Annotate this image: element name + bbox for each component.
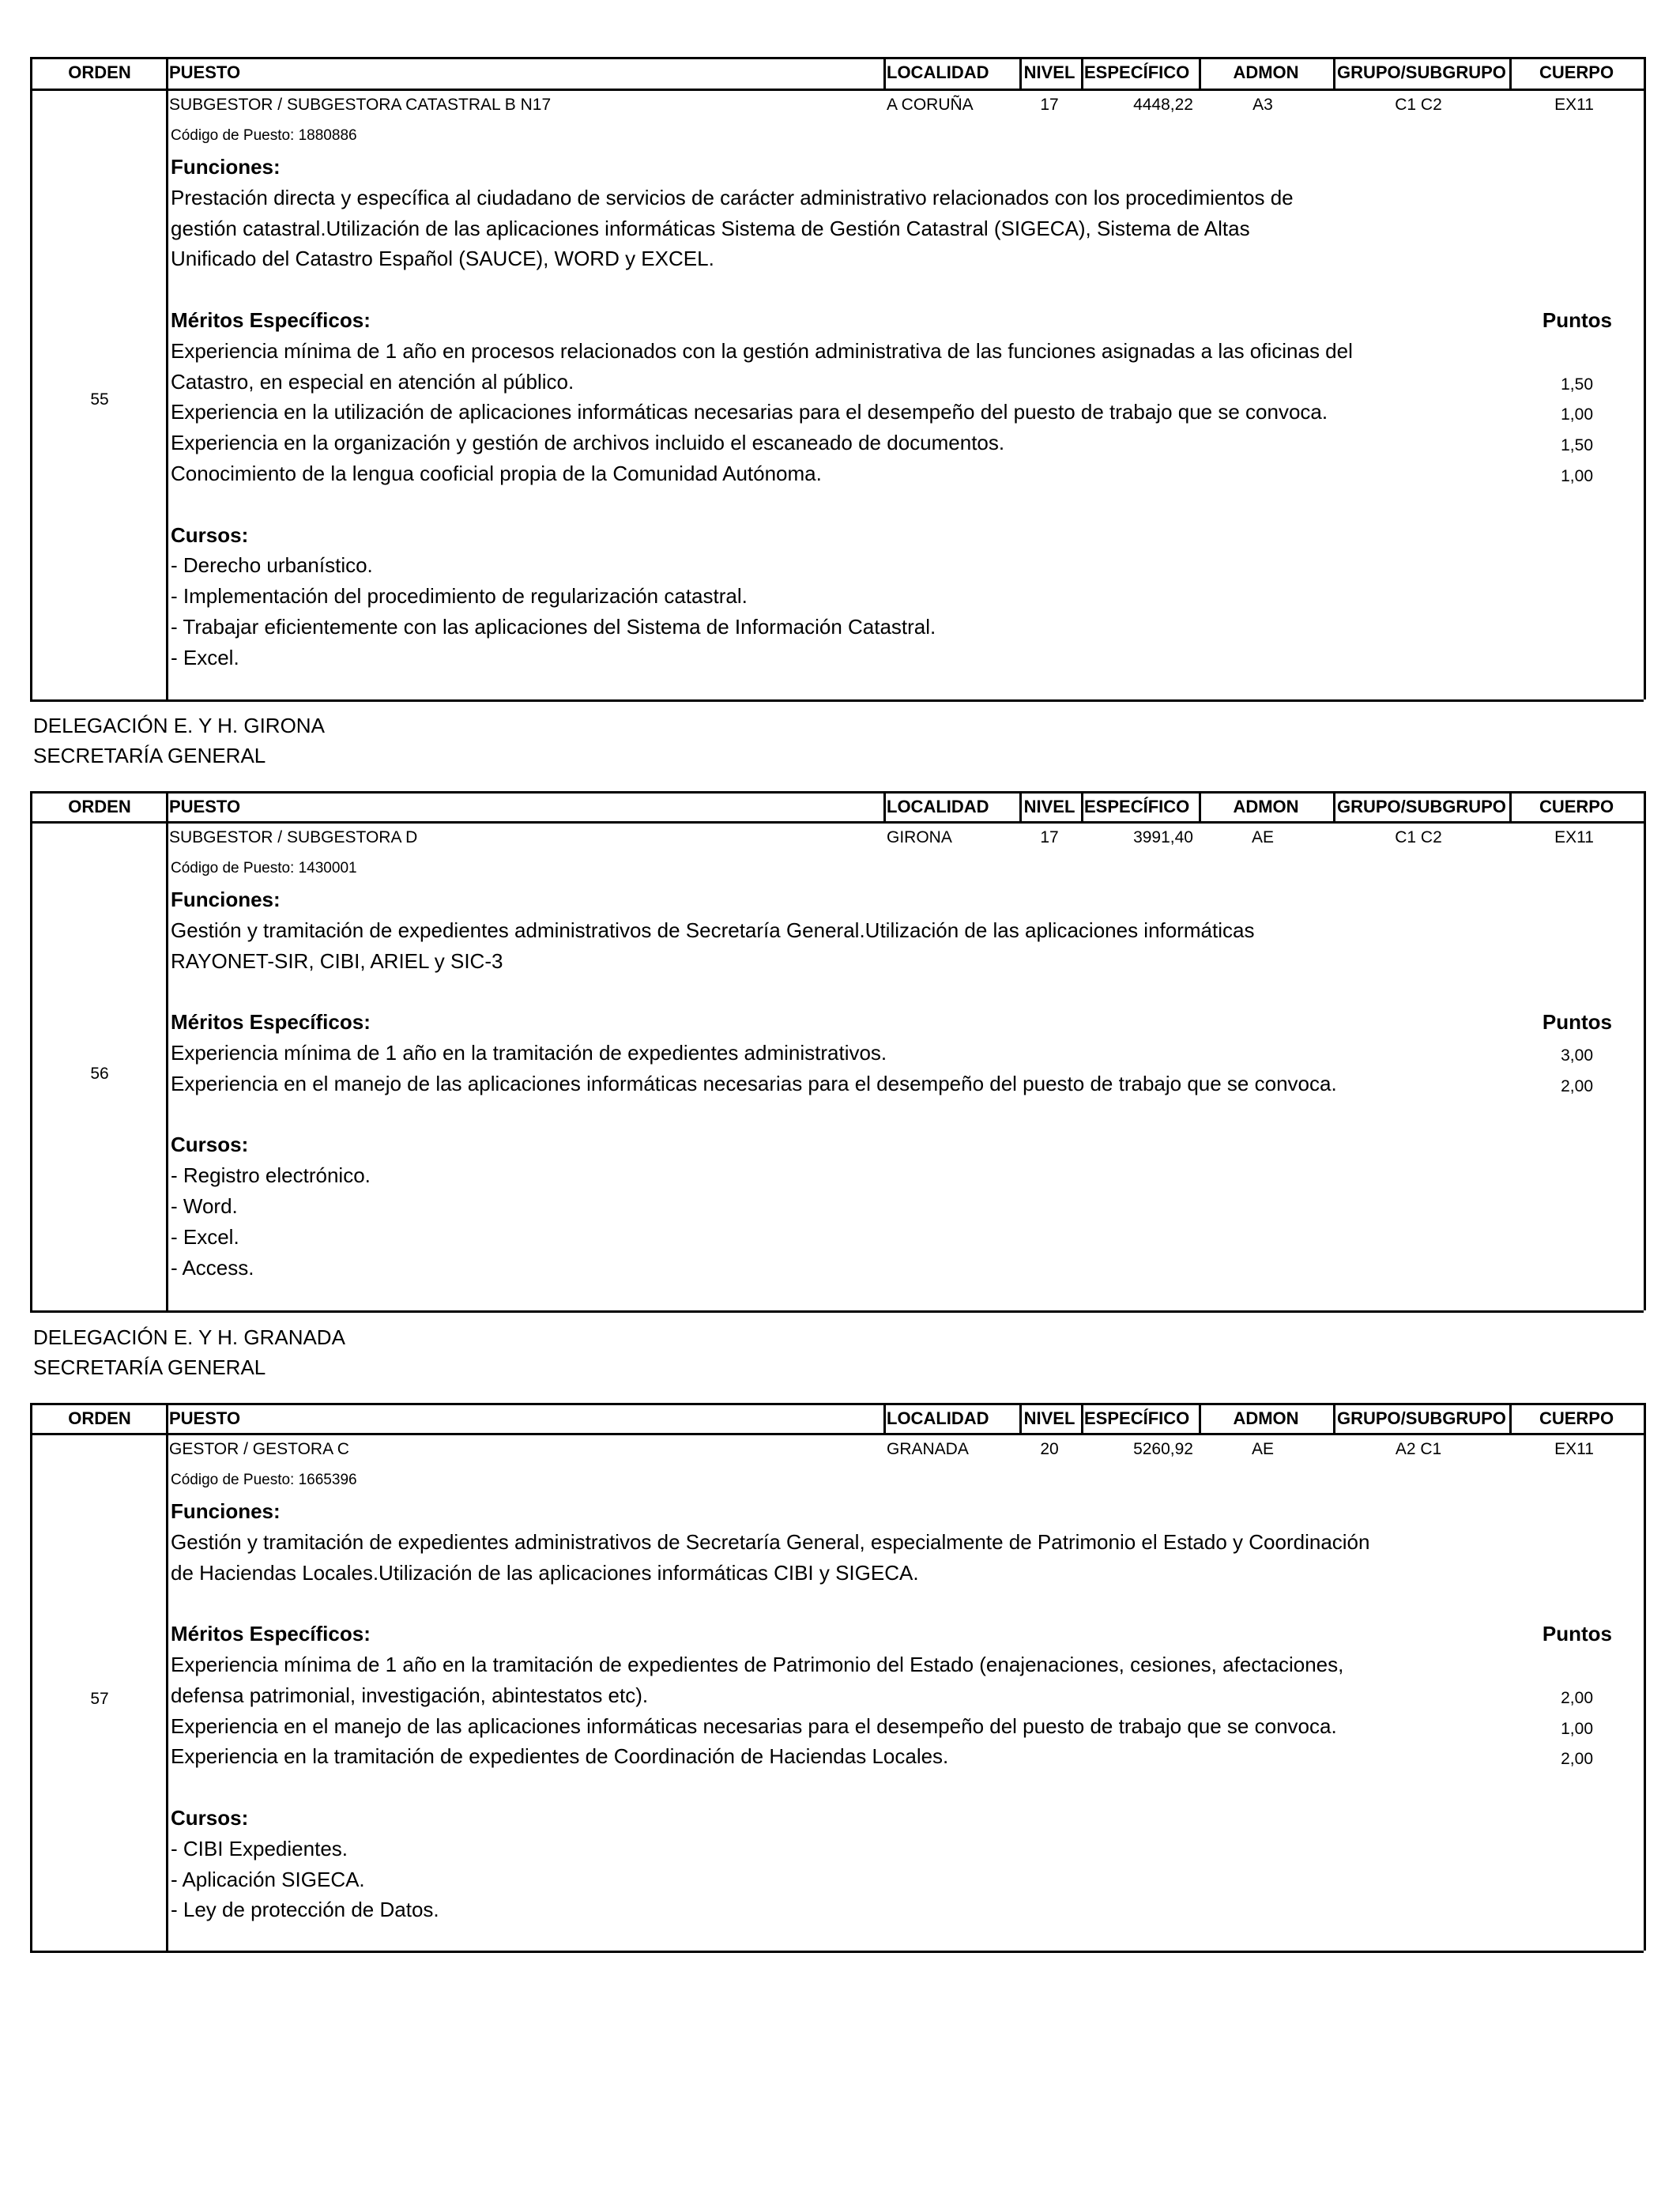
header-column-divider (166, 57, 168, 89)
puesto-value: SUBGESTOR / SUBGESTORA D (169, 828, 418, 846)
header-localidad: LOCALIDAD (887, 1408, 989, 1428)
header-cuerpo: CUERPO (1539, 62, 1614, 82)
header-bottom-border (30, 821, 1644, 824)
header-orden: ORDEN (68, 62, 131, 82)
merito-line: Experiencia en el manejo de las aplicaciones informáticas necesarias para el desempeño del puesto de trabajo que se convoca. (171, 1713, 1337, 1738)
unidad-heading: SECRETARÍA GENERAL (33, 1355, 266, 1379)
funciones-label: Funciones: (171, 888, 281, 911)
merito-line: Experiencia en el manejo de las aplicaciones informáticas necesarias para el desempeño del puesto de trabajo que se convoca. (171, 1071, 1337, 1095)
header-nivel: NIVEL (1023, 1408, 1075, 1428)
header-column-divider (30, 57, 32, 89)
codigo-puesto: Código de Puesto: 1880886 (171, 127, 357, 144)
curso-line: - Aplicación SIGECA. (171, 1867, 365, 1891)
puntos-value: 2,00 (1561, 1688, 1593, 1707)
especifico-value: 3991,40 (1133, 828, 1193, 846)
header-grupo: GRUPO/SUBGRUPO (1337, 1408, 1506, 1428)
header-especifico: ESPECÍFICO (1084, 1408, 1190, 1428)
header-admon: ADMON (1233, 797, 1299, 816)
meritos-label: Méritos Específicos: (171, 308, 371, 332)
table-top-border (30, 57, 1644, 59)
header-column-divider (1019, 1403, 1022, 1433)
header-column-divider (166, 791, 168, 821)
meritos-label: Méritos Específicos: (171, 1622, 371, 1646)
body-left-border (30, 821, 32, 1310)
puntos-label: Puntos (1542, 1010, 1612, 1035)
header-nivel: NIVEL (1023, 62, 1075, 82)
cuerpo-value: EX11 (1554, 96, 1594, 114)
curso-line: - Excel. (171, 1224, 239, 1249)
cursos-label: Cursos: (171, 1806, 249, 1830)
cuerpo-value: EX11 (1554, 1440, 1594, 1458)
body-orden-divider (166, 89, 168, 699)
merito-line: Catastro, en especial en atención al público. (171, 369, 574, 394)
header-column-divider (30, 1403, 32, 1433)
puesto-value: SUBGESTOR / SUBGESTORA CATASTRAL B N17 (169, 96, 552, 114)
meritos-label: Méritos Específicos: (171, 1010, 371, 1035)
merito-line: Experiencia mínima de 1 año en la tramitación de expedientes de Patrimonio del Estado (enajenaciones, cesiones, afectaciones, (171, 1653, 1344, 1676)
header-column-divider (883, 57, 886, 89)
especifico-value: 5260,92 (1133, 1440, 1193, 1458)
delegacion-heading: DELEGACIÓN E. Y H. GRANADA (33, 1325, 345, 1349)
merito-line: Conocimiento de la lengua cooficial propia de la Comunidad Autónoma. (171, 462, 822, 485)
header-column-divider (883, 791, 886, 821)
header-especifico: ESPECÍFICO (1084, 62, 1190, 82)
cursos-label: Cursos: (171, 1133, 249, 1157)
body-right-border (1644, 821, 1646, 1310)
header-grupo: GRUPO/SUBGRUPO (1337, 62, 1506, 82)
curso-line: - Implementación del procedimiento de regularización catastral. (171, 584, 748, 609)
cuerpo-value: EX11 (1554, 828, 1594, 846)
merito-line: Experiencia en la organización y gestión de archivos incluido el escaneado de documentos. (171, 431, 1005, 455)
header-column-divider (1081, 1403, 1083, 1433)
header-column-divider (1199, 57, 1201, 89)
puntos-value: 2,00 (1561, 1076, 1593, 1095)
table-top-border (30, 791, 1644, 794)
curso-line: - CIBI Expedientes. (171, 1836, 348, 1860)
admon-value: AE (1251, 1440, 1275, 1458)
table-bottom-border (30, 1951, 1644, 1953)
orden-value: 55 (90, 390, 109, 409)
funciones-label: Funciones: (171, 1499, 281, 1523)
puntos-value: 1,50 (1561, 375, 1593, 394)
especifico-value: 4448,22 (1133, 96, 1193, 114)
curso-line: - Access. (171, 1255, 254, 1280)
curso-line: - Ley de protección de Datos. (171, 1898, 439, 1922)
header-cuerpo: CUERPO (1539, 797, 1614, 816)
funciones-line: Gestión y tramitación de expedientes administrativos de Secretaría General.Utilización de las aplicaciones informáticas (171, 918, 1255, 942)
body-left-border (30, 89, 32, 699)
orden-value: 57 (90, 1690, 109, 1708)
grupo-value: C1 C2 (1395, 96, 1442, 114)
puntos-label: Puntos (1542, 308, 1612, 332)
header-localidad: LOCALIDAD (887, 62, 989, 82)
header-bottom-border (30, 89, 1644, 91)
funciones-line: Unificado del Catastro Español (SAUCE), WORD y EXCEL. (171, 247, 714, 271)
puntos-value: 1,00 (1561, 467, 1593, 485)
header-column-divider (1081, 791, 1083, 821)
unidad-heading: SECRETARÍA GENERAL (33, 744, 266, 767)
localidad-value: GRANADA (887, 1440, 969, 1458)
header-column-divider (1509, 57, 1512, 89)
header-column-divider (1081, 57, 1083, 89)
cursos-label: Cursos: (171, 522, 249, 547)
funciones-line: Gestión y tramitación de expedientes administrativos de Secretaría General, especialmente de Patrimonio el Estado y Coordinación (171, 1529, 1370, 1554)
delegacion-heading: DELEGACIÓN E. Y H. GIRONA (33, 714, 325, 737)
header-column-divider (1644, 791, 1646, 821)
header-column-divider (1019, 57, 1022, 89)
puesto-value: GESTOR / GESTORA C (169, 1440, 349, 1458)
body-orden-divider (166, 821, 168, 1310)
nivel-value: 17 (1040, 828, 1059, 846)
merito-line: defensa patrimonial, investigación, abintestatos etc). (171, 1683, 649, 1707)
merito-line: Experiencia en la tramitación de expedientes de Coordinación de Haciendas Locales. (171, 1744, 949, 1769)
header-admon: ADMON (1233, 62, 1299, 82)
nivel-value: 20 (1040, 1440, 1059, 1458)
orden-value: 56 (90, 1065, 109, 1083)
curso-line: - Trabajar eficientemente con las aplicaciones del Sistema de Información Catastral. (171, 615, 936, 639)
header-column-divider (1019, 791, 1022, 821)
body-right-border (1644, 1433, 1646, 1951)
merito-line: Experiencia en la utilización de aplicaciones informáticas necesarias para el desempeño del puesto de trabajo que se convoca. (171, 400, 1328, 424)
header-orden: ORDEN (68, 1408, 131, 1428)
header-column-divider (1199, 791, 1201, 821)
curso-line: - Word. (171, 1194, 238, 1218)
header-orden: ORDEN (68, 797, 131, 816)
nivel-value: 17 (1040, 96, 1059, 114)
funciones-line: Prestación directa y específica al ciudadano de servicios de carácter administrativo relacionados con los procedimientos de (171, 185, 1294, 209)
admon-value: AE (1251, 828, 1275, 846)
header-column-divider (166, 1403, 168, 1433)
header-bottom-border (30, 1433, 1644, 1435)
funciones-line: de Haciendas Locales.Utilización de las aplicaciones informáticas CIBI y SIGECA. (171, 1560, 919, 1585)
header-column-divider (1333, 1403, 1335, 1433)
merito-line: Experiencia mínima de 1 año en procesos relacionados con la gestión administrativa de las funciones asignadas a las oficinas del (171, 338, 1353, 363)
admon-value: A3 (1252, 96, 1273, 114)
grupo-value: A2 C1 (1395, 1440, 1442, 1458)
funciones-line: gestión catastral.Utilización de las aplicaciones informáticas Sistema de Gestión Catastral (SIGECA), Sistema de Altas (171, 216, 1250, 240)
header-puesto: PUESTO (169, 1408, 241, 1428)
header-grupo: GRUPO/SUBGRUPO (1337, 797, 1506, 816)
localidad-value: GIRONA (887, 828, 952, 846)
funciones-label: Funciones: (171, 155, 281, 179)
header-column-divider (1644, 57, 1646, 89)
curso-line: - Excel. (171, 645, 239, 669)
header-column-divider (1199, 1403, 1201, 1433)
grupo-value: C1 C2 (1395, 828, 1442, 846)
header-column-divider (1509, 791, 1512, 821)
curso-line: - Registro electrónico. (171, 1163, 371, 1188)
header-cuerpo: CUERPO (1539, 1408, 1614, 1428)
table-bottom-border (30, 699, 1644, 702)
header-column-divider (30, 791, 32, 821)
body-orden-divider (166, 1433, 168, 1951)
merito-line: Experiencia mínima de 1 año en la tramitación de expedientes administrativos. (171, 1041, 887, 1065)
table-top-border (30, 1403, 1644, 1405)
codigo-puesto: Código de Puesto: 1430001 (171, 860, 357, 876)
header-localidad: LOCALIDAD (887, 797, 989, 816)
body-right-border (1644, 89, 1646, 699)
header-especifico: ESPECÍFICO (1084, 797, 1190, 816)
header-column-divider (1644, 1403, 1646, 1433)
header-admon: ADMON (1233, 1408, 1299, 1428)
header-puesto: PUESTO (169, 62, 241, 82)
puntos-value: 1,00 (1561, 1719, 1593, 1738)
localidad-value: A CORUÑA (887, 96, 974, 114)
header-column-divider (883, 1403, 886, 1433)
puntos-label: Puntos (1542, 1622, 1612, 1646)
puntos-value: 1,00 (1561, 405, 1593, 424)
puntos-value: 3,00 (1561, 1046, 1593, 1065)
puntos-value: 1,50 (1561, 436, 1593, 455)
table-bottom-border (30, 1310, 1644, 1313)
header-puesto: PUESTO (169, 797, 241, 816)
header-column-divider (1509, 1403, 1512, 1433)
header-column-divider (1333, 791, 1335, 821)
funciones-line: RAYONET-SIR, CIBI, ARIEL y SIC-3 (171, 948, 503, 973)
body-left-border (30, 1433, 32, 1951)
puntos-value: 2,00 (1561, 1750, 1593, 1769)
codigo-puesto: Código de Puesto: 1665396 (171, 1472, 357, 1488)
header-nivel: NIVEL (1023, 797, 1075, 816)
header-column-divider (1333, 57, 1335, 89)
curso-line: - Derecho urbanístico. (171, 553, 373, 578)
